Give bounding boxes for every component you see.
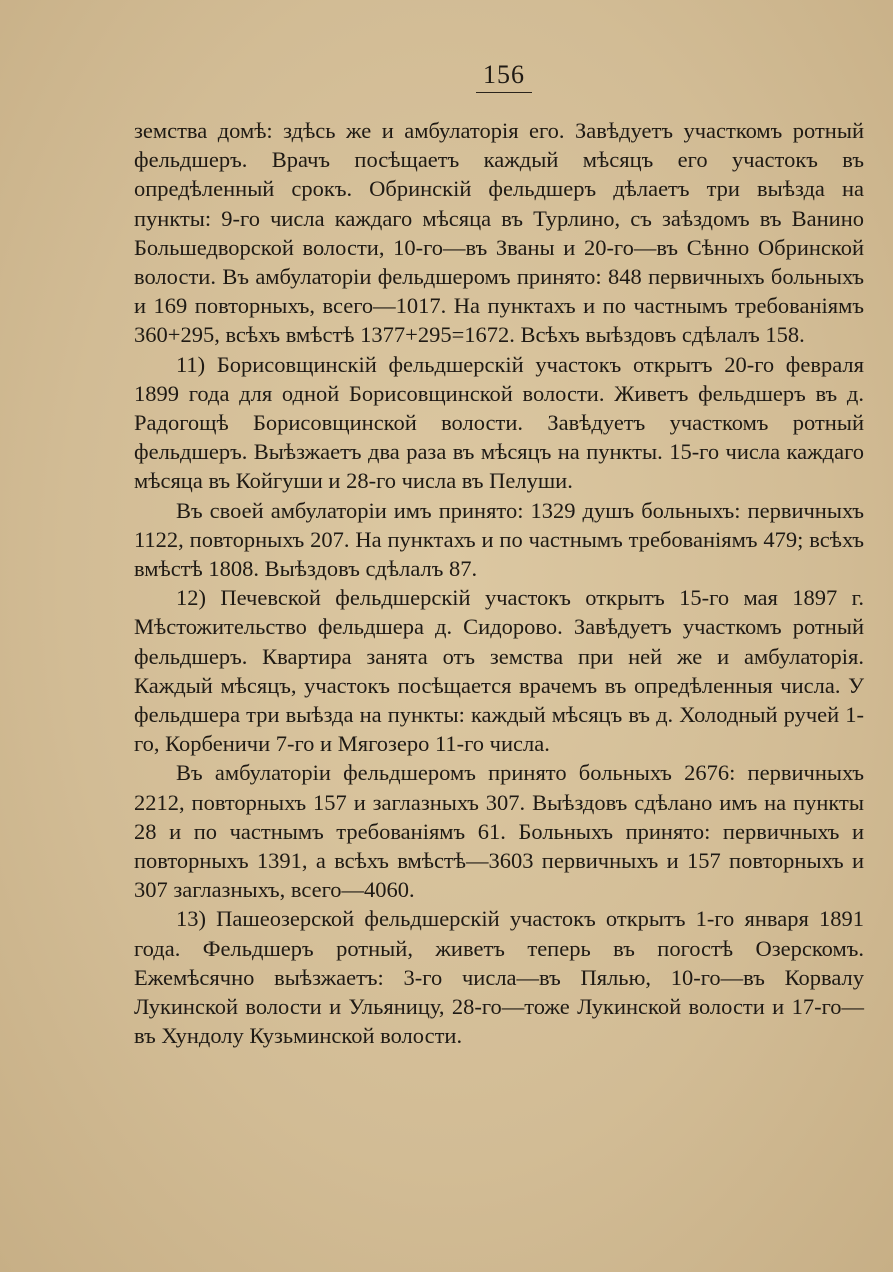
paragraph-section-12-stats: Въ амбулаторіи фельдшеромъ принято больныхъ 2676: первичныхъ 2212, повторныхъ 157 и заглазныхъ 307. Выѣздовъ сдѣлано имъ на пункты 28 и по частнымъ требованіямъ 61. Больныхъ принято: первичныхъ и повторныхъ 1391, а всѣхъ вмѣстѣ—3603 первичныхъ и 157 повторныхъ и 307 заглазныхъ, всего—4060. bbox=[134, 760, 864, 903]
page-number: 156 bbox=[483, 60, 525, 89]
page-number-underline bbox=[476, 92, 532, 93]
paragraph-section-11: 11) Борисовщинскій фельдшерскій участокъ открытъ 20-го февраля 1899 года для одной Борисовщинской волости. Живетъ фельдшеръ въ д. Радогощѣ Борисовщинской волости. Завѣдуетъ участкомъ ротный фельдшеръ. Выѣзжаетъ два раза въ мѣсяцъ на пункты. 15-го числа каждаго мѣсяца въ Койгуши и 28-го числа въ Пелуши. bbox=[134, 351, 864, 494]
paragraph-section-13: 13) Пашеозерской фельдшерскій участокъ открытъ 1-го января 1891 года. Фельдшеръ ротный, живетъ теперь въ погостѣ Озерскомъ. Ежемѣсячно выѣзжаетъ: 3-го числа—въ Пялью, 10-го—въ Корвалу Лукинской волости и Ульяницу, 28-го—тоже Лукинской волости и 17-го—въ Хундолу Кузьминской волости. bbox=[134, 906, 864, 1049]
paragraph-section-11-stats: Въ своей амбулаторіи имъ принято: 1329 душъ больныхъ: первичныхъ 1122, повторныхъ 207. На пунктахъ и по частнымъ требованіямъ 479; всѣхъ вмѣстѣ 1808. Выѣздовъ сдѣлалъ 87. bbox=[134, 497, 864, 582]
body-text bbox=[134, 116, 864, 1051]
paragraph-section-12: 12) Печевской фельдшерскій участокъ открытъ 15-го мая 1897 г. Мѣстожительство фельдшера д. Сидорово. Завѣдуетъ участкомъ ротный фельдшеръ. Квартира занята отъ земства при ней же и амбулаторія. Каждый мѣсяцъ, участокъ посѣщается врачемъ въ опредѣленныя числа. У фельдшера три выѣзда на пункты: каждый мѣсяцъ въ д. Холодный ручей 1-го, Корбеничи 7-го и Мягозеро 11-го числа. bbox=[134, 585, 864, 757]
paragraph-continuation: земства домѣ: здѣсь же и амбулаторія его. Завѣдуетъ участкомъ ротный фельдшеръ. Врачъ посѣщаетъ каждый мѣсяцъ его участокъ въ опредѣленный срокъ. Обринскій фельдшеръ дѣлаетъ три выѣзда на пункты: 9-го числа каждаго мѣсяца въ Турлино, съ заѣздомъ въ Ванино Большедворской волости, 10-го—въ Званы и 20-го—въ Сѣнно Обринской волости. Въ амбулаторіи фельдшеромъ принято: 848 первичныхъ больныхъ и 169 повторныхъ, всего—1017. На пунктахъ и по частнымъ требованіямъ 360+295, всѣхъ вмѣстѣ 1377+295=1672. Всѣхъ выѣздовъ сдѣлалъ 158. bbox=[134, 118, 864, 348]
